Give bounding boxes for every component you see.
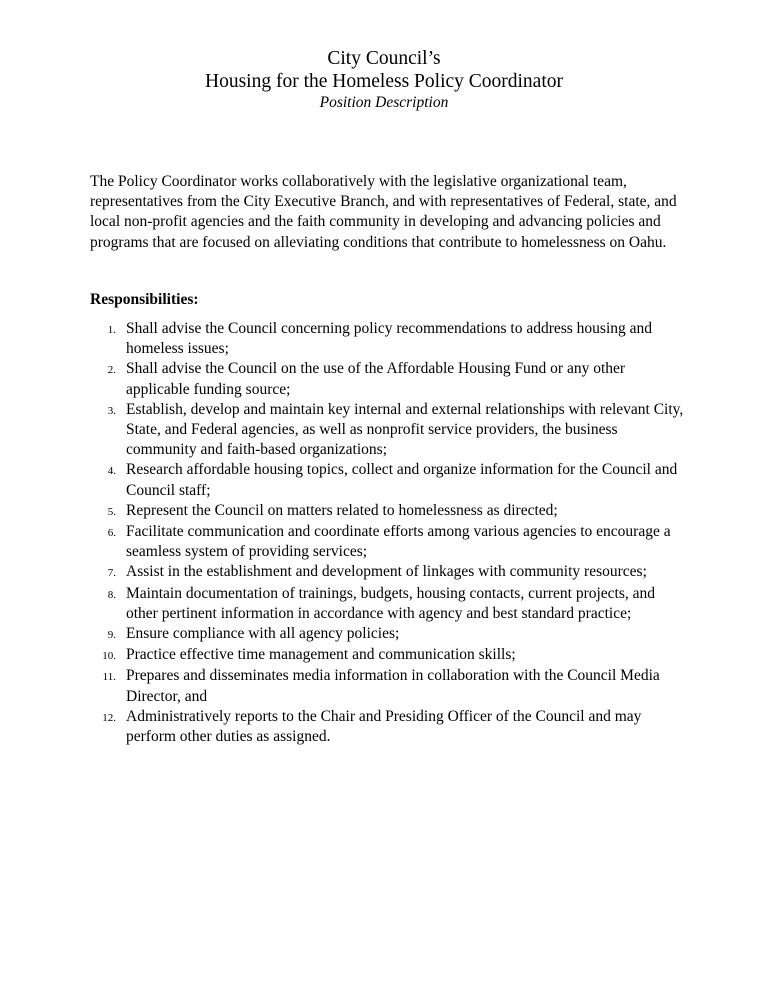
subtitle: Position Description	[319, 94, 449, 111]
list-item-text: Establish, develop and maintain key internal and external relationships with relevant City, State, and Federal agencies, as well as nonprofit service providers, the business community and faith-based organizations;	[126, 400, 684, 459]
list-item-number: 10.	[102, 650, 116, 663]
list-item-number: 5.	[107, 505, 116, 518]
list-item-text: Shall advise the Council on the use of the Affordable Housing Fund or any other applicable funding source;	[126, 360, 626, 398]
list-item-number: 2.	[107, 364, 116, 377]
document-header	[0, 47, 768, 113]
list-item-text: Ensure compliance with all agency policies;	[126, 625, 400, 643]
list-item	[90, 562, 690, 583]
list-item-text: Shall advise the Council concerning policy recommendations to address housing and homeless issues;	[126, 320, 653, 358]
list-item-text: Facilitate communication and coordinate efforts among various agencies to encourage a seamless system of providing services;	[126, 523, 671, 561]
list-item	[90, 359, 690, 399]
list-item	[90, 400, 690, 461]
list-item-text: Maintain documentation of trainings, budgets, housing contacts, current projects, and other pertinent information in accordance with agency and best standard practice;	[126, 584, 656, 622]
list-item-number: 9.	[107, 629, 116, 642]
list-item-text: Research affordable housing topics, collect and organize information for the Council and Council staff;	[126, 461, 678, 499]
list-item-number: 4.	[107, 465, 116, 478]
title-line-2: Housing for the Homeless Policy Coordinator	[205, 71, 563, 92]
list-item-text: Prepares and disseminates media information in collaboration with the Council Media Director, and	[126, 667, 660, 705]
list-item-text: Administratively reports to the Chair and Presiding Officer of the Council and may perform other duties as assigned.	[126, 707, 642, 746]
list-item-number: 8.	[107, 588, 116, 601]
list-item-number: 6.	[107, 527, 116, 540]
list-item	[90, 319, 690, 359]
list-item	[90, 624, 690, 645]
list-item	[90, 666, 690, 706]
list-item	[90, 501, 690, 522]
list-item	[90, 584, 690, 624]
list-item	[90, 460, 690, 500]
list-item-number: 7.	[107, 567, 116, 580]
list-item-number: 3.	[107, 404, 116, 417]
list-item-text: Represent the Council on matters related to homelessness as directed;	[126, 501, 558, 519]
responsibilities-list	[90, 319, 690, 747]
responsibilities-heading: Responsibilities:	[90, 291, 199, 308]
list-item-text: Practice effective time management and communication skills;	[126, 646, 516, 664]
title-line-1: City Council’s	[327, 48, 441, 69]
list-item-number: 12.	[102, 711, 116, 724]
list-item-number: 1.	[107, 324, 116, 336]
list-item	[90, 645, 690, 666]
list-item	[90, 522, 690, 562]
list-item-text: Assist in the establishment and development of linkages with community resources;	[126, 563, 647, 581]
list-item-number: 11.	[102, 671, 116, 684]
list-item	[90, 707, 690, 747]
intro-paragraph: The Policy Coordinator works collaboratively with the legislative organizational team, representatives from the City Executive Branch, and with representatives of Federal, state, and local non-profit agencies and the faith community in developing and advancing policies and programs that are focused on alleviating conditions that contribute to homelessness on Oahu.	[90, 173, 677, 251]
